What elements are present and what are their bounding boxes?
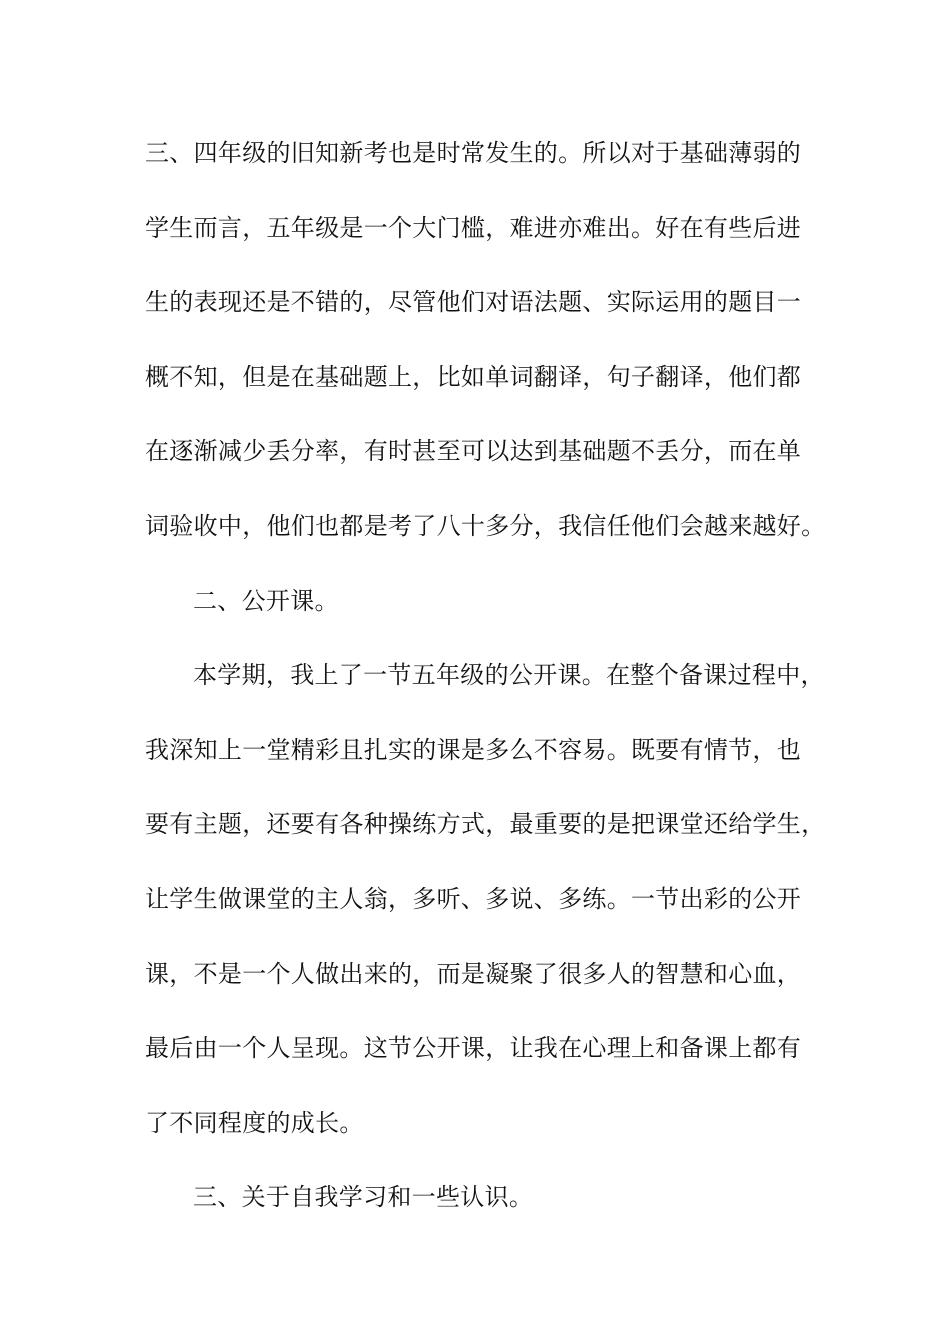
- body-text-line: 概不知，但是在基础题上，比如单词翻译，句子翻译，他们都: [145, 362, 802, 391]
- body-text-line: 生的表现还是不错的，尽管他们对语法题、实际运用的题目一: [145, 288, 802, 317]
- section-heading-open-class: 二、公开课。: [193, 586, 339, 615]
- body-text-line: 要有主题，还要有各种操练方式，最重要的是把课堂还给学生，: [145, 810, 826, 839]
- body-text-line: 最后由一个人呈现。这节公开课，让我在心理上和备课上都有: [145, 1034, 802, 1063]
- body-text-line: 让学生做课堂的主人翁，多听、多说、多练。一节出彩的公开: [145, 884, 802, 913]
- body-text-line: 我深知上一堂精彩且扎实的课是多么不容易。既要有情节，也: [145, 735, 802, 764]
- body-text-line: 词验收中，他们也都是考了八十多分，我信任他们会越来越好。: [145, 511, 826, 540]
- body-text-line: 在逐渐减少丢分率，有时甚至可以达到基础题不丢分，而在单: [145, 437, 802, 466]
- body-text-line: 学生而言，五年级是一个大门槛，难进亦难出。好在有些后进: [145, 213, 802, 242]
- document-body: [145, 116, 825, 1235]
- body-text-line: 了不同程度的成长。: [145, 1108, 364, 1137]
- body-text-line: 本学期，我上了一节五年级的公开课。在整个备课过程中，: [193, 661, 825, 690]
- body-text-line: 课，不是一个人做出来的，而是凝聚了很多人的智慧和心血，: [145, 959, 802, 988]
- section-heading-self-study: 三、关于自我学习和一些认识。: [193, 1183, 534, 1212]
- body-text-line: 三、四年级的旧知新考也是时常发生的。所以对于基础薄弱的: [145, 139, 802, 167]
